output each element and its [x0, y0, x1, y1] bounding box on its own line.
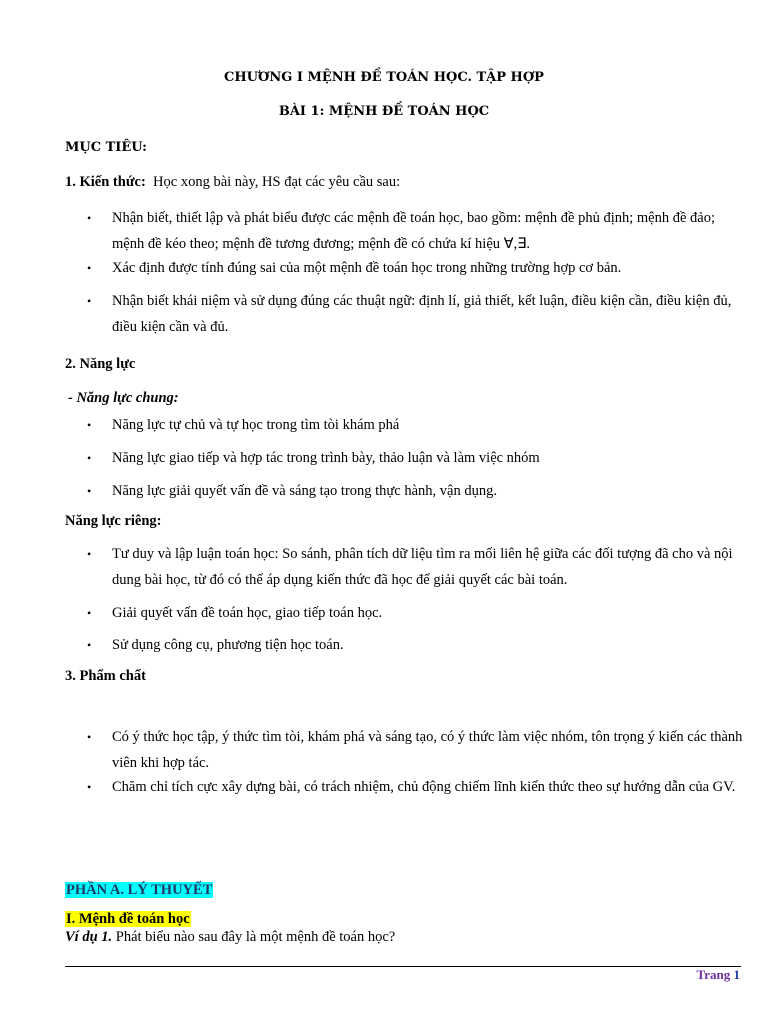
list-item-text: Tư duy và lập luận toán học: So sánh, phân tích dữ liệu tìm ra mối liên hệ giữa các đối tượng đã cho và nội dung bài học, từ đó có thể áp dụng kiến thức đã học để giải quyết các bài toán.	[112, 546, 733, 588]
bullet-icon: •	[87, 484, 92, 498]
part-heading	[65, 882, 213, 899]
page-footer	[697, 967, 740, 983]
list-item-text: Năng lực giao tiếp và hợp tác trong trình bày, thảo luận và làm việc nhóm	[112, 450, 540, 466]
example-text: Phát biểu nào sau đây là một mệnh đề toán học?	[115, 929, 396, 945]
competence-label: 2. Năng lực	[65, 356, 136, 372]
knowledge-line	[65, 174, 400, 191]
bullet-icon: •	[87, 261, 92, 275]
list-item-text: Chăm chỉ tích cực xây dựng bài, có trách nhiệm, chủ động chiếm lĩnh kiến thức theo sự hướng dẫn của GV.	[112, 779, 736, 795]
list-item-text: Năng lực giải quyết vấn đề và sáng tạo trong thực hành, vận dụng.	[112, 483, 497, 499]
page-label: Trang	[696, 967, 731, 982]
list-item-text: Sử dụng công cụ, phương tiện học toán.	[112, 637, 344, 653]
section-heading	[65, 911, 191, 928]
page-number: 1	[733, 967, 740, 982]
part-heading-text: PHẦN A. LÝ THUYẾT	[66, 882, 213, 898]
general-competence-label: - Năng lực chung:	[68, 390, 179, 406]
example-line	[65, 929, 395, 946]
chapter-title: CHƯƠNG I MỆNH ĐỀ TOÁN HỌC. TẬP HỢP	[224, 70, 544, 85]
specific-competence-label: Năng lực riêng:	[65, 513, 162, 529]
lesson-title: BÀI 1: MỆNH ĐỀ TOÁN HỌC	[278, 104, 490, 119]
section-heading-text: I. Mệnh đề toán học	[66, 911, 190, 927]
footer-divider	[65, 966, 741, 967]
bullet-icon: •	[87, 730, 92, 744]
list-item-text: Nhận biết, thiết lập và phát biểu được các mệnh đề toán học, bao gồm: mệnh đề phủ định; mệnh đề đảo; mệnh đề kéo theo; mệnh đề tương đương; mệnh đề có chứa kí hiệu ∀,∃.	[112, 210, 716, 252]
bullet-icon: •	[87, 606, 92, 620]
knowledge-intro: Học xong bài này, HS đạt các yêu cầu sau:	[153, 174, 401, 190]
list-item-text: Xác định được tính đúng sai của một mệnh đề toán học trong những trường hợp cơ bản.	[112, 260, 622, 276]
knowledge-label: 1. Kiến thức:	[65, 174, 146, 190]
list-item-text: Năng lực tự chủ và tự học trong tìm tòi khám phá	[112, 417, 400, 433]
bullet-icon: •	[87, 451, 92, 465]
bullet-icon: •	[87, 780, 92, 794]
example-label: Ví dụ 1.	[65, 929, 113, 945]
bullet-icon: •	[87, 294, 92, 308]
list-item-text: Có ý thức học tập, ý thức tìm tòi, khám phá và sáng tạo, có ý thức làm việc nhóm, tôn trọng ý kiến các thành viên khi hợp tác.	[112, 729, 743, 771]
bullet-icon: •	[87, 547, 92, 561]
objectives-heading: MỤC TIÊU:	[65, 140, 147, 155]
list-item-text: Nhận biết khái niệm và sử dụng đúng các thuật ngữ: định lí, giả thiết, kết luận, điều kiện cần, điều kiện đủ, điều kiện cần và đủ.	[112, 293, 732, 335]
bullet-icon: •	[87, 418, 92, 432]
qualities-label: 3. Phẩm chất	[65, 668, 146, 684]
bullet-icon: •	[87, 211, 92, 225]
bullet-icon: •	[87, 638, 92, 652]
list-item-text: Giải quyết vấn đề toán học, giao tiếp toán học.	[112, 605, 383, 621]
